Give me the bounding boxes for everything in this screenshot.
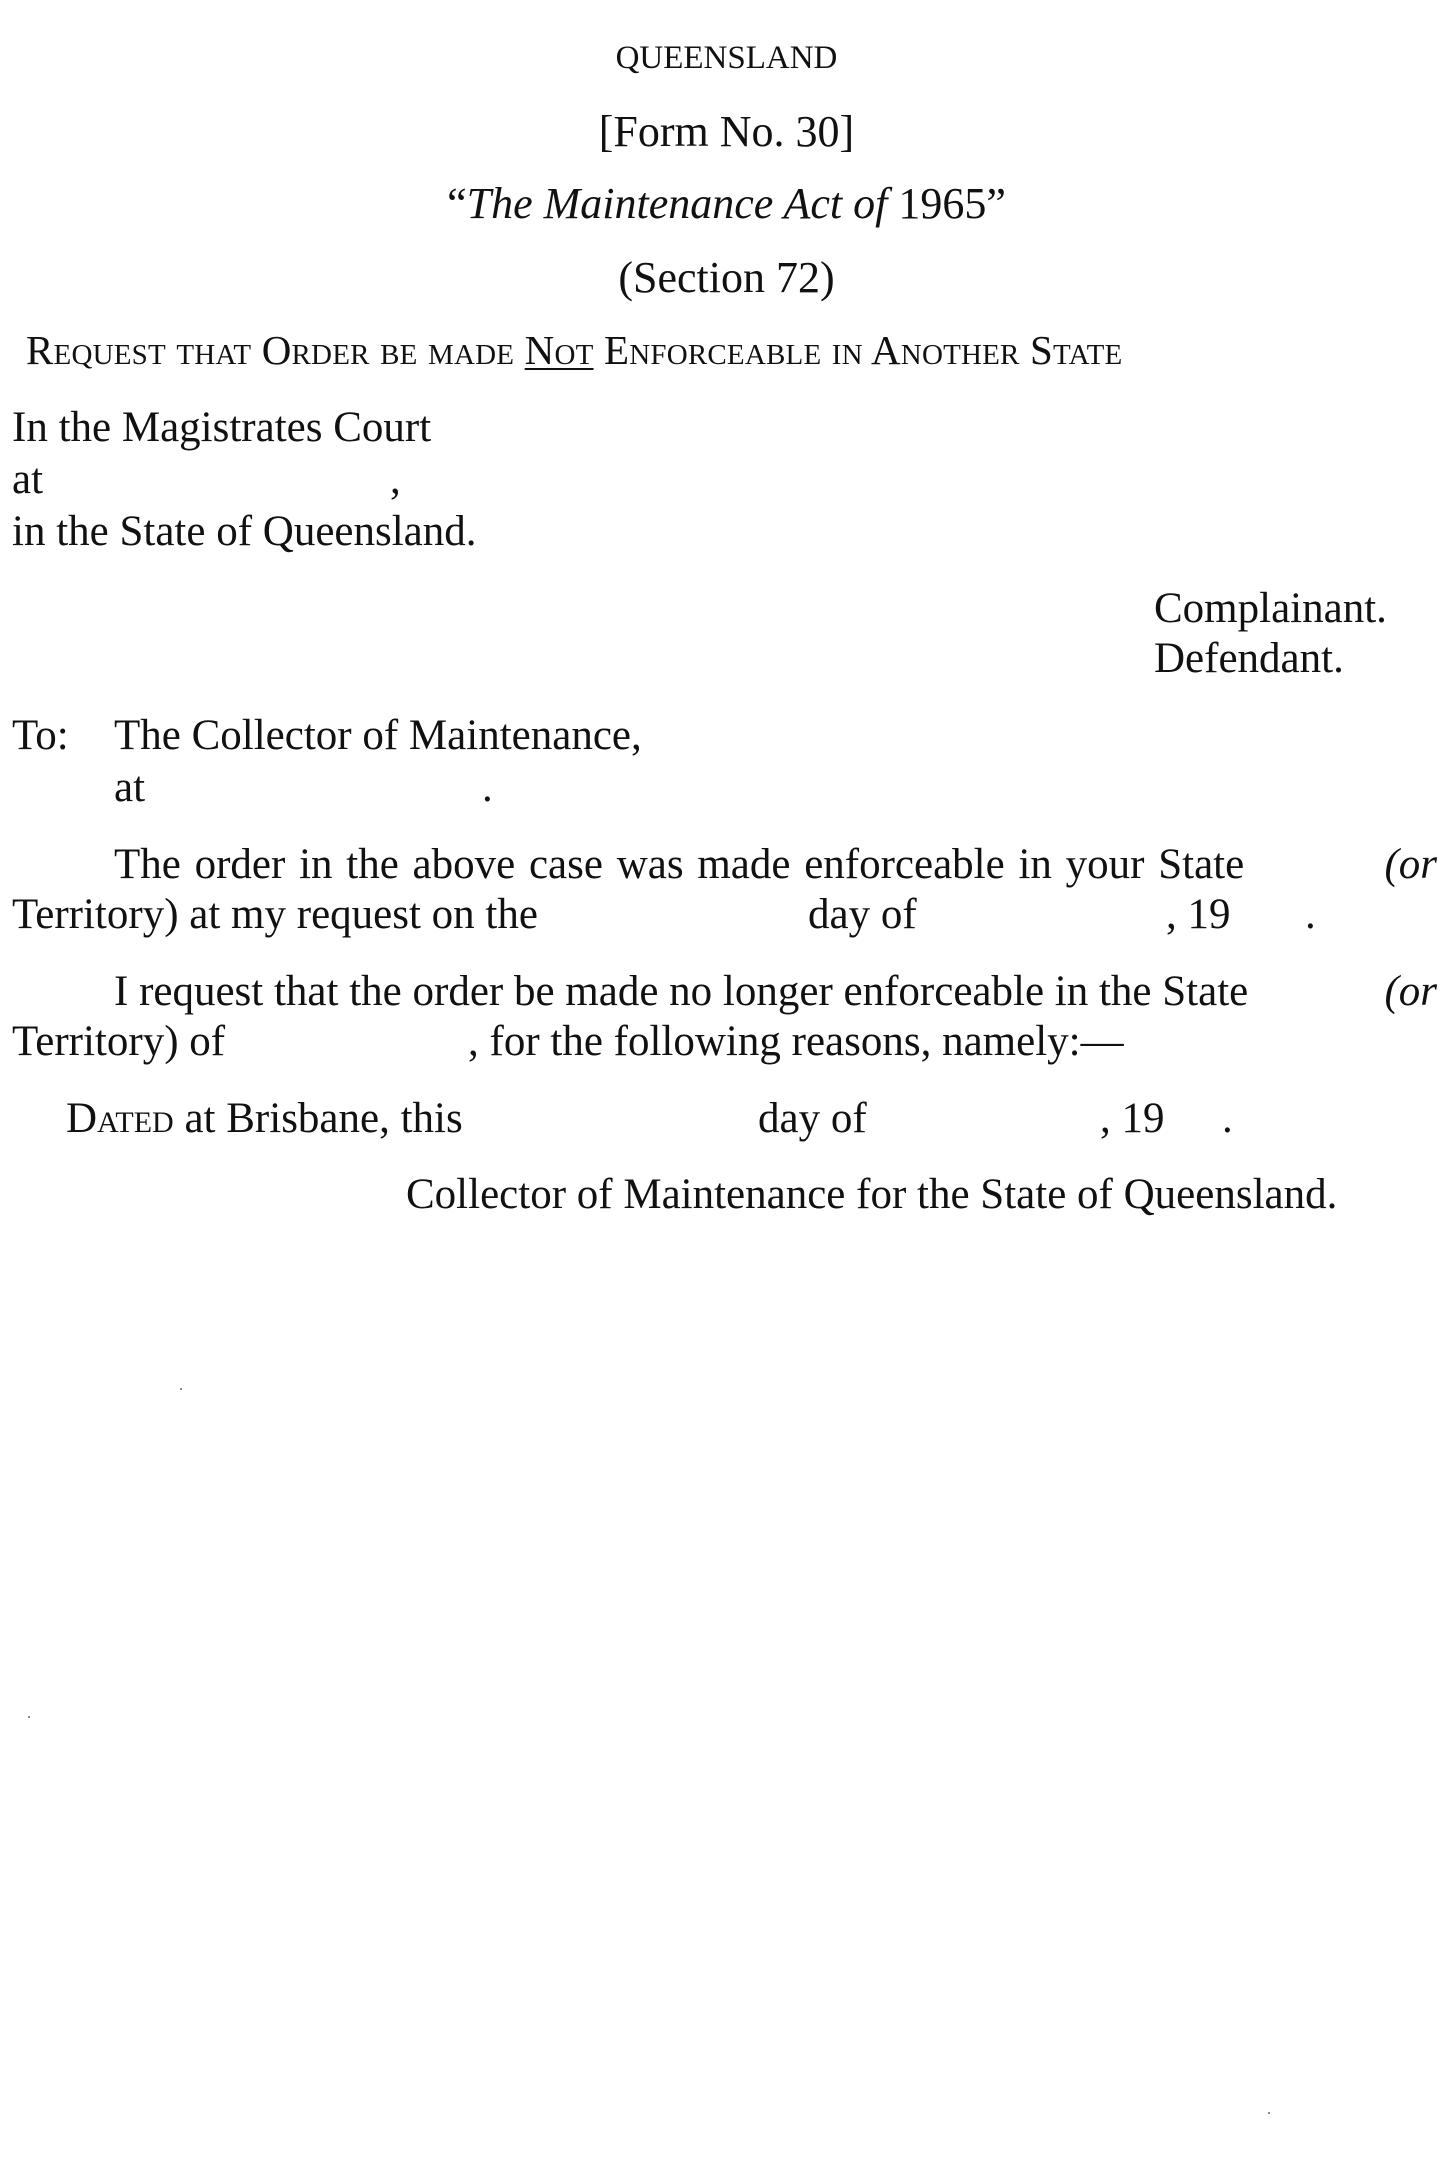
- addressee-period: .: [482, 764, 493, 811]
- act-open-quote: “: [447, 179, 467, 228]
- paragraph1-or: (or: [1384, 841, 1437, 888]
- paragraph2-text: I request that the order be made no longer enforceable in the State: [114, 968, 1249, 1015]
- paragraph1-end: .: [1305, 891, 1316, 938]
- act-year: 1965”: [887, 179, 1006, 228]
- paragraph2-line2-rest: , for the following reasons, namely:—: [468, 1018, 1124, 1065]
- dated-line: [66, 1097, 463, 1140]
- complainant-label: Complainant.: [1154, 585, 1387, 632]
- form-title: [26, 327, 1123, 373]
- dated-label: Dated: [66, 1095, 174, 1142]
- to-label: To:: [12, 712, 69, 759]
- paragraph1-text: The order in the above case was made enforceable in your State: [114, 841, 1245, 888]
- defendant-label: Defendant.: [1154, 635, 1344, 682]
- scan-speck: [28, 1716, 30, 1718]
- addressee-name: The Collector of Maintenance,: [114, 712, 642, 759]
- dated-text: at Brisbane, this: [173, 1095, 463, 1142]
- dated-end: .: [1222, 1095, 1233, 1142]
- addressee-at: at: [114, 764, 146, 811]
- section-reference: (Section 72): [618, 253, 835, 302]
- court-at-comma: ,: [390, 456, 401, 503]
- court-at: at: [12, 456, 44, 503]
- scan-speck: [180, 1388, 182, 1390]
- court-state: in the State of Queensland.: [12, 508, 477, 555]
- form-number: [Form No. 30]: [598, 107, 855, 156]
- court-line: In the Magistrates Court: [12, 404, 432, 451]
- paragraph1-line1: [114, 843, 1437, 886]
- paragraph1-line2-start: Territory) at my request on the: [12, 891, 538, 938]
- form-title-part2: Enforceable in Another State: [593, 327, 1123, 373]
- form-title-not: Not: [524, 327, 594, 373]
- form-title-part1: Request that Order be made: [26, 327, 525, 373]
- scan-speck: [1268, 2112, 1270, 2114]
- act-name: The Maintenance Act of: [466, 179, 888, 228]
- paragraph2-or: (or: [1384, 968, 1437, 1015]
- signature-line: Collector of Maintenance for the State of Queensland.: [406, 1171, 1338, 1218]
- paragraph2-line1: [114, 970, 1437, 1013]
- act-title: [0, 179, 1453, 228]
- jurisdiction-heading: QUEENSLAND: [615, 40, 838, 76]
- paragraph1-year: , 19: [1166, 891, 1231, 938]
- dated-day-of: day of: [758, 1095, 867, 1142]
- paragraph2-line2-start: Territory) of: [12, 1018, 226, 1065]
- paragraph1-day-of: day of: [808, 891, 917, 938]
- dated-year: , 19: [1100, 1095, 1165, 1142]
